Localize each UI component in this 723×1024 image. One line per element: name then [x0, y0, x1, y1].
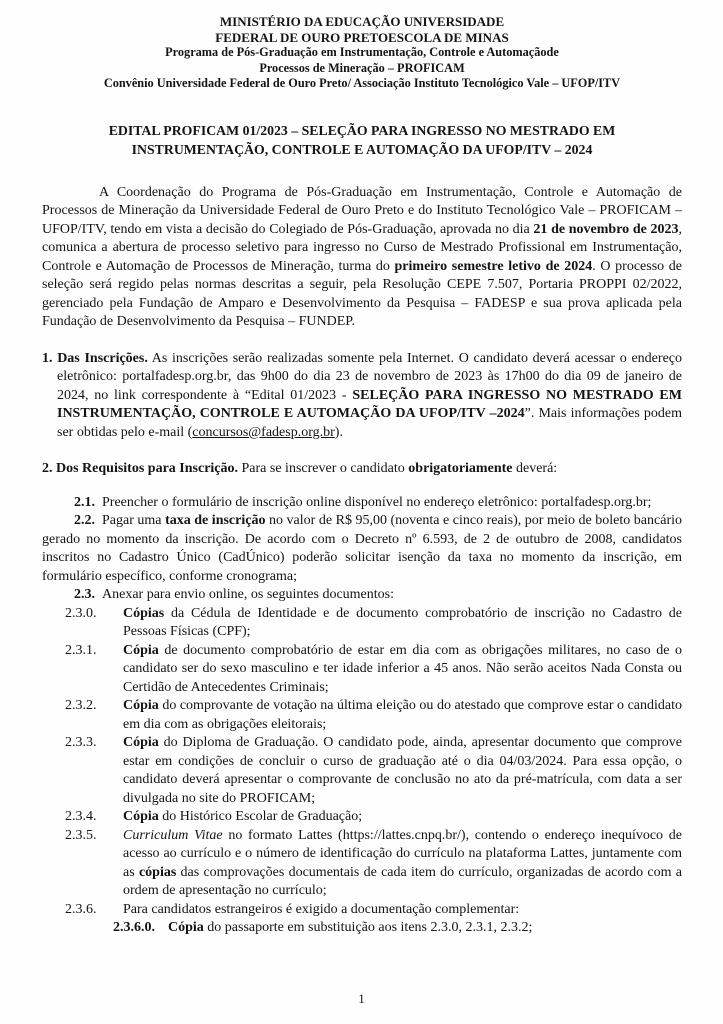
text-run: Cópia — [123, 809, 159, 824]
letterhead-line-2: FEDERAL DE OURO PRETOESCOLA DE MINAS — [215, 29, 509, 45]
item-2-3-6-0-number: 2.3.6.0. — [113, 920, 155, 935]
text-run: Para candidatos estrangeiros é exigido a documentação complementar: — [123, 901, 520, 917]
item-2-3-text — [102, 587, 394, 602]
edital-title — [42, 121, 682, 159]
text-run: Cópia — [123, 735, 159, 750]
item-2-3-1 — [42, 642, 682, 698]
text-run: . O processo de seleção será regido pelas normas descritas a seguir, pela Resolução CEPE 7.507, Portaria PROPPI 02/2022, gerenciado pela Fundação de Amparo e Desenvolvimento da Pesquisa – FADESP e sua prova aplicada pela Fundação de Desenvolvimento da Pesquisa – FUNDEP. — [42, 258, 683, 329]
text-run: 1. Das Inscrições. — [42, 350, 148, 366]
text-run: Cópia — [123, 642, 159, 658]
letterhead-line-1: MINISTÉRIO DA EDUCAÇÃO UNIVERSIDADE — [219, 14, 505, 29]
text-run: ”. Mais informações podem ser obtidas pelo e-mail ( — [57, 406, 682, 440]
letterhead-line-4: Processos de Mineração – PROFICAM — [259, 60, 465, 75]
text-run: cópias — [138, 864, 177, 880]
item-2-3-4-text — [123, 809, 362, 824]
text-run: 21 de novembro de 2023 — [533, 221, 679, 237]
item-2-3-5-number: 2.3.5. — [65, 827, 97, 843]
item-2-3-0 — [42, 605, 682, 642]
text-run: do Diploma de Graduação. O candidato pode, ainda, apresentar documento que comprove estar em condições de concluir o curso de graduação até o dia 04/03/2024. Para essa opção, o candidato deverá apresentar o comprovante de conclusão no ato da pré-matrícula, com data a ser divulgada no site do PROFICAM; — [123, 735, 682, 806]
item-2-3-2 — [42, 697, 682, 734]
text-run: de documento comprobatório de estar em dia com as obrigações militares, no caso de o candidato ser do sexo masculino e ter idade inferior a 45 anos. Não serão aceitos Nada Consta ou Certidão de Antecedentes Criminais; — [123, 642, 682, 695]
text-run: A Coordenação do Programa de Pós-Graduação em Instrumentação, Controle e Automação de Processos de Mineração da Universidade Federal de Ouro Preto e do Instituto Tecnológico Vale – PROFICAM – UFOP/ITV, tendo em vista a decisão do Colegiado de Pós-Graduação, aprovada no dia — [42, 184, 682, 237]
item-2-2 — [42, 512, 682, 586]
item-2-3-3 — [42, 734, 682, 808]
letterhead — [42, 14, 682, 92]
text-run: deverá: — [512, 461, 558, 476]
text-run: ). — [334, 424, 343, 440]
text-run: 2. Dos Requisitos para Inscrição. — [42, 461, 239, 476]
text-run: Para se inscrever o candidato — [238, 461, 409, 476]
intro-paragraph — [42, 184, 682, 332]
text-run: no valor de R$ 95,00 (noventa e cinco reais), por meio de boleto bancário gerado no momento da inscrição. De acordo com o Decreto nº 6.593, de 2 de outubro de 2008, candidatos inscritos no Cadastro Único (CadÚnico) poderão solicitar isenção da taxa no momento da inscrição, em formulário específico, conforme cronograma; — [42, 513, 682, 584]
text-run: da Cédula de Identidade e de documento comprobatório de inscrição no Cadastro de Pessoas Físicas (CPF); — [123, 605, 682, 639]
text-run: taxa de inscrição — [165, 513, 266, 528]
text-run: das comprovações documentais de cada item do currículo, organizadas de acordo com a ordem de apresentação no currículo; — [123, 864, 682, 898]
item-2-3-6-0-text — [168, 920, 532, 935]
text-run: Pagar uma — [102, 513, 166, 528]
text-run: Anexar para envio online, os seguintes documentos: — [102, 587, 394, 602]
item-2-3-4 — [42, 808, 682, 827]
text-run: Cópia — [123, 698, 159, 713]
text-run: Curriculum Vitae — [123, 827, 223, 843]
item-2-3-2-text — [123, 698, 682, 732]
item-2-3-0-number: 2.3.0. — [65, 605, 97, 621]
item-2-3-2-number: 2.3.2. — [65, 698, 97, 713]
edital-title-line-2: INSTRUMENTAÇÃO, CONTROLE E AUTOMAÇÃO DA UFOP/ITV – 2024 — [131, 141, 593, 157]
text-run: SELEÇÃO PARA INGRESSO NO MESTRADO EM INSTRUMENTAÇÃO, CONTROLE E AUTOMAÇÃO DA UFOP/ITV –2024 — [57, 387, 682, 421]
item-2-3-6-text — [123, 902, 519, 917]
item-2-3-3-number: 2.3.3. — [65, 735, 97, 750]
text-run: primeiro semestre letivo de 2024 — [394, 258, 593, 274]
item-2-1-text — [102, 495, 651, 510]
section-1-inscricoes — [42, 350, 682, 443]
item-2-2-text — [42, 513, 682, 584]
text-run: Preencher o formulário de inscrição online disponível no endereço eletrônico: portalfadesp.org.br; — [102, 494, 652, 510]
edital-title-line-1: EDITAL PROFICAM 01/2023 – SELEÇÃO PARA INGRESSO NO MESTRADO EM — [108, 122, 616, 138]
text-run: , comunica a abertura de processo seletivo para ingresso no Curso de Mestrado Profissional em Instrumentação, Controle e Automação de Processos de Mineração, turma do — [42, 221, 683, 274]
item-2-3-0-text — [123, 606, 682, 640]
text-run: do Histórico Escolar de Graduação; — [158, 809, 363, 824]
item-2-3-number: 2.3. — [74, 587, 95, 602]
item-2-3-6-number: 2.3.6. — [65, 901, 97, 917]
text-run: no formato Lattes (https://lattes.cnpq.br/), contendo o endereço inequívoco de acesso ao currículo e o número de identificação do currículo na plataforma Lattes, juntamente com as — [123, 827, 682, 880]
text-run: Cópias — [123, 605, 165, 621]
item-2-3-6 — [42, 901, 682, 920]
letterhead-line-3: Programa de Pós-Graduação em Instrumentação, Controle e Automaçãode — [165, 45, 559, 59]
item-2-3-5-text — [123, 828, 682, 899]
item-2-3 — [42, 586, 682, 605]
letterhead-line-5: Convênio Universidade Federal de Ouro Preto/ Associação Instituto Tecnológico Vale – UFOP/ITV — [103, 76, 621, 90]
item-2-2-number: 2.2. — [74, 513, 95, 528]
item-2-1-number: 2.1. — [74, 494, 95, 510]
item-2-3-1-text — [123, 643, 682, 695]
section-2-requisitos-heading — [42, 460, 682, 479]
text-run: do passaporte em substituição aos itens 2.3.0, 2.3.1, 2.3.2; — [203, 920, 533, 935]
text-run: obrigatoriamente — [408, 461, 513, 476]
email-link[interactable]: concursos@fadesp.org.br — [192, 424, 335, 440]
item-2-3-1-number: 2.3.1. — [65, 642, 97, 658]
item-2-3-5 — [42, 827, 682, 901]
item-2-3-6-0 — [42, 919, 682, 938]
text-run: do comprovante de votação na última eleição ou do atestado que comprove estar o candidato em dia com as obrigações eleitorais; — [123, 698, 682, 732]
item-2-3-4-number: 2.3.4. — [65, 809, 97, 824]
page-number: 1 — [358, 990, 365, 1006]
item-2-3-3-text — [123, 735, 682, 806]
text-run: As inscrições serão realizadas somente pela Internet. O candidato deverá acessar o endereço eletrônico: portalfadesp.org.br, das 9h00 do dia 23 de novembro de 2023 às 17h00 do dia 09 de janeiro de 2024, no link correspondente à “Edital 01/2023 - — [57, 350, 682, 403]
item-2-1 — [42, 494, 682, 513]
text-run: Cópia — [168, 920, 204, 935]
